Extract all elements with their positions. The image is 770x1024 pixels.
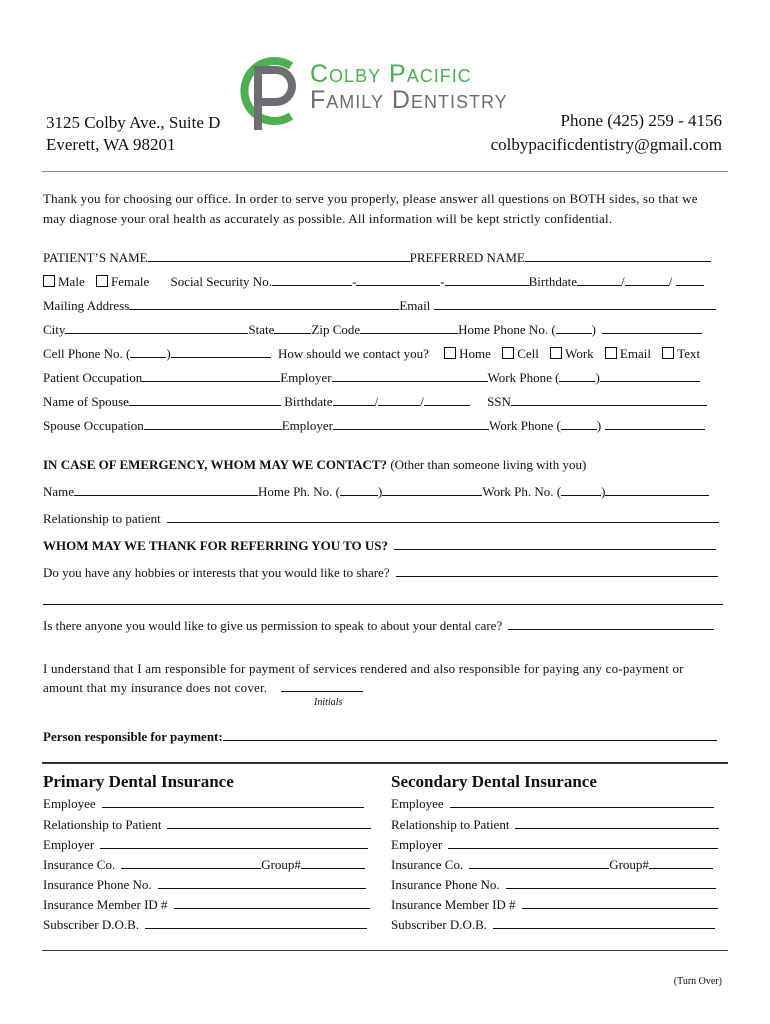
secondary-dob-row: Subscriber D.O.B. bbox=[391, 917, 715, 933]
contact-home-checkbox[interactable] bbox=[444, 347, 456, 359]
address-line2: Everett, WA 98201 bbox=[46, 135, 176, 154]
emergency-home-area-field[interactable] bbox=[340, 484, 378, 496]
ssn-part2-field[interactable] bbox=[356, 274, 440, 286]
contact-cell-checkbox[interactable] bbox=[502, 347, 514, 359]
home-phone-field[interactable] bbox=[602, 322, 702, 334]
birth-year-field[interactable] bbox=[676, 274, 704, 286]
secondary-member-row: Insurance Member ID # bbox=[391, 897, 718, 913]
primary-insurance-title: Primary Dental Insurance bbox=[43, 772, 234, 791]
responsible-party-field[interactable] bbox=[223, 729, 717, 741]
initials-caption: Initials bbox=[314, 697, 343, 708]
state-field[interactable] bbox=[274, 322, 311, 334]
primary-dob-row: Subscriber D.O.B. bbox=[43, 917, 367, 933]
work-area-code-field[interactable] bbox=[559, 370, 595, 382]
practice-name-line1: Colby Pacific bbox=[310, 60, 472, 88]
emergency-work-phone-field[interactable] bbox=[605, 484, 709, 496]
spouse-birth-month-field[interactable] bbox=[333, 394, 375, 406]
primary-dob-field[interactable] bbox=[145, 917, 367, 929]
permission-field[interactable] bbox=[508, 618, 714, 630]
secondary-employee-field[interactable] bbox=[450, 796, 714, 808]
primary-company-field[interactable] bbox=[121, 857, 261, 869]
secondary-member-field[interactable] bbox=[522, 897, 718, 909]
turn-over-note: (Turn Over) bbox=[673, 976, 722, 987]
home-area-code-field[interactable] bbox=[556, 322, 592, 334]
primary-group-field[interactable] bbox=[301, 857, 365, 869]
primary-relationship-field[interactable] bbox=[167, 817, 371, 829]
spouse-occupation-field[interactable] bbox=[144, 418, 282, 430]
secondary-dob-field[interactable] bbox=[493, 917, 715, 929]
footer-divider bbox=[42, 950, 728, 951]
primary-phone-field[interactable] bbox=[158, 877, 366, 889]
primary-employer-row: Employer bbox=[43, 837, 368, 853]
secondary-employer-row: Employer bbox=[391, 837, 718, 853]
spouse-name-field[interactable] bbox=[129, 394, 281, 406]
header-divider bbox=[42, 171, 728, 172]
spouse-employer-field[interactable] bbox=[333, 418, 489, 430]
row-permission: Is there anyone you would like to give us permission to speak to about your dental care? bbox=[43, 618, 714, 634]
secondary-phone-row: Insurance Phone No. bbox=[391, 877, 716, 893]
primary-member-row: Insurance Member ID # bbox=[43, 897, 370, 913]
city-field[interactable] bbox=[65, 322, 248, 334]
employer-field[interactable] bbox=[332, 370, 488, 382]
spouse-work-area-code-field[interactable] bbox=[561, 418, 597, 430]
email-address: colbypacificdentistry@gmail.com bbox=[490, 135, 722, 154]
ssn-part1-field[interactable] bbox=[272, 274, 352, 286]
primary-phone-row: Insurance Phone No. bbox=[43, 877, 366, 893]
row-hobbies: Do you have any hobbies or interests that you would like to share? bbox=[43, 565, 718, 581]
practice-logo bbox=[236, 52, 306, 132]
contact-email-checkbox[interactable] bbox=[605, 347, 617, 359]
secondary-relationship-row: Relationship to Patient bbox=[391, 817, 719, 833]
primary-employee-field[interactable] bbox=[102, 796, 364, 808]
secondary-insurance-title: Secondary Dental Insurance bbox=[391, 772, 597, 791]
preferred-name-field[interactable] bbox=[525, 250, 711, 262]
address-line1: 3125 Colby Ave., Suite D bbox=[46, 113, 221, 132]
email-field[interactable] bbox=[434, 298, 716, 310]
row-responsible: Person responsible for payment: bbox=[43, 729, 717, 745]
birth-day-field[interactable] bbox=[625, 274, 669, 286]
secondary-company-row: Insurance Co. Group# bbox=[391, 857, 713, 873]
payment-statement-line2: amount that my insurance does not cover. bbox=[43, 680, 363, 696]
spouse-birth-day-field[interactable] bbox=[378, 394, 420, 406]
row-spouse-occupation: Spouse Occupation Employer Work Phone ( ) bbox=[43, 418, 705, 434]
female-checkbox[interactable] bbox=[96, 275, 108, 287]
contact-text-checkbox[interactable] bbox=[662, 347, 674, 359]
emergency-heading: IN CASE OF EMERGENCY, WHOM MAY WE CONTACT? (Other than someone living with you) bbox=[43, 457, 587, 472]
row-spouse: Name of Spouse Birthdate / / SSN bbox=[43, 394, 707, 410]
contact-work-checkbox[interactable] bbox=[550, 347, 562, 359]
patient-name-field[interactable] bbox=[148, 250, 410, 262]
birth-month-field[interactable] bbox=[577, 274, 621, 286]
primary-relationship-row: Relationship to Patient bbox=[43, 817, 371, 833]
practice-name-line2: Family Dentistry bbox=[310, 86, 508, 114]
secondary-relationship-field[interactable] bbox=[515, 817, 719, 829]
work-phone-field[interactable] bbox=[600, 370, 700, 382]
row-mailing: Mailing Address Email bbox=[43, 298, 716, 314]
insurance-divider bbox=[42, 762, 728, 764]
secondary-company-field[interactable] bbox=[469, 857, 609, 869]
secondary-employee-row: Employee bbox=[391, 796, 714, 812]
male-checkbox[interactable] bbox=[43, 275, 55, 287]
spouse-work-phone-field[interactable] bbox=[605, 418, 705, 430]
phone-number: Phone (425) 259 - 4156 bbox=[560, 111, 722, 130]
intro-text: Thank you for choosing our office. In order to serve you properly, please answer all questions on BOTH sides, so that we may diagnose your oral health as accurately as possible. All information will be kept strictly confidential. bbox=[43, 191, 698, 226]
row-patient-name: PATIENT’S NAME PREFERRED NAME bbox=[43, 250, 711, 266]
cell-phone-field[interactable] bbox=[171, 346, 271, 358]
primary-employer-field[interactable] bbox=[100, 837, 368, 849]
cell-area-code-field[interactable] bbox=[130, 346, 166, 358]
primary-member-field[interactable] bbox=[174, 897, 370, 909]
occupation-field[interactable] bbox=[142, 370, 280, 382]
primary-employee-row: Employee bbox=[43, 796, 364, 812]
initials-field[interactable] bbox=[281, 680, 363, 692]
row-relationship: Relationship to patient bbox=[43, 511, 719, 527]
row-occupation: Patient Occupation Employer Work Phone ( ) bbox=[43, 370, 700, 386]
secondary-phone-field[interactable] bbox=[506, 877, 716, 889]
emergency-name-field[interactable] bbox=[74, 484, 258, 496]
secondary-employer-field[interactable] bbox=[448, 837, 718, 849]
primary-company-row: Insurance Co. Group# bbox=[43, 857, 365, 873]
mailing-address-field[interactable] bbox=[129, 298, 399, 310]
row-referral: WHOM MAY WE THANK FOR REFERRING YOU TO US? bbox=[43, 538, 716, 554]
relationship-field[interactable] bbox=[167, 511, 719, 523]
row-gender-ssn: Male Female Social Security No. - - Birthdate / / bbox=[43, 274, 704, 290]
emergency-work-area-field[interactable] bbox=[561, 484, 601, 496]
secondary-group-field[interactable] bbox=[649, 857, 713, 869]
row-cell-contact: Cell Phone No. ( ) How should we contact you? Home Cell Work Email Text bbox=[43, 346, 701, 361]
cp-logo-icon bbox=[236, 52, 306, 132]
zip-field[interactable] bbox=[360, 322, 458, 334]
ssn-part3-field[interactable] bbox=[445, 274, 529, 286]
hobbies-field-line2[interactable] bbox=[43, 590, 723, 605]
row-city: City State Zip Code Home Phone No. ( ) bbox=[43, 322, 702, 338]
spouse-birth-year-field[interactable] bbox=[424, 394, 470, 406]
row-emergency-contact: Name Home Ph. No. ( ) Work Ph. No. ( ) bbox=[43, 484, 709, 500]
hobbies-field[interactable] bbox=[396, 565, 718, 577]
payment-statement-line1: I understand that I am responsible for payment of services rendered and also responsible for paying any co-payment or bbox=[43, 661, 684, 676]
emergency-home-phone-field[interactable] bbox=[382, 484, 482, 496]
spouse-ssn-field[interactable] bbox=[511, 394, 707, 406]
referral-field[interactable] bbox=[394, 538, 716, 550]
